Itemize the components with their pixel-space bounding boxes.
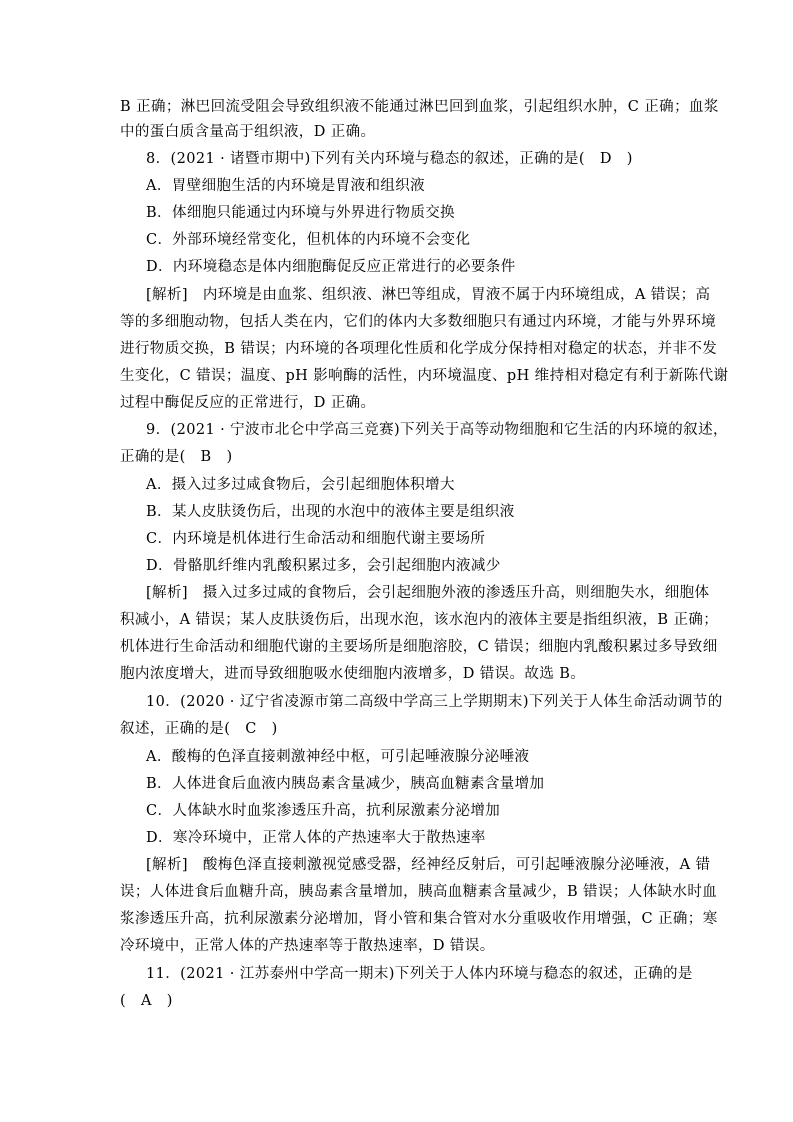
question-9-option-a: A．摄入过多过咸食物后，会引起细胞体积增大 (146, 477, 455, 493)
text-line: B 正确；淋巴回流受阻会导致组织液不能通过淋巴回到血浆，引起组织水肿，C 正确；血浆 (120, 99, 719, 115)
question-9-stem: 9．(2021 · 宁波市北仑中学高三竞赛)下列关于高等动物细胞和它生活的内环境的叙述， (146, 422, 728, 438)
text-line: 进行物质交换，B 错误；内环境的各项理化性质和化学成分保持相对稳定的状态，并非不发 (120, 341, 718, 357)
question-9-option-c: C．内环境是机体进行生命活动和细胞代谢主要场所 (146, 531, 486, 547)
text-line: 机体进行生命活动和细胞代谢的主要场所是细胞溶胶，C 错误；细胞内乳酸积累过多导致细 (120, 639, 718, 655)
text-line: 等的多细胞动物，包括人类在内，它们的体内大多数细胞只有通过内环境，才能与外界环境 (120, 314, 716, 330)
text-line: 叙述，正确的是( C ) (120, 721, 278, 737)
text-line: 胞内浓度增大，进而导致细胞吸水使细胞内液增多，D 错误。故选 B。 (120, 666, 586, 682)
question-10-option-b: B．人体进食后血液内胰岛素含量减少，胰高血糖素含量增加 (146, 776, 545, 792)
question-9-option-d: D．骨骼肌纤维内乳酸积累过多，会引起细胞内液减少 (146, 558, 501, 574)
question-11-stem: 11．(2021 · 江苏泰州中学高一期末)下列关于人体内环境与稳态的叙述，正确的是 (146, 966, 693, 982)
text-line: 中的蛋白质含量高于组织液，D 正确。 (120, 124, 376, 140)
text-line: 生变化，C 错误；温度、pH 影响酶的活性，内环境温度、pH 维持相对稳定有利于新陈代谢 (120, 368, 729, 384)
question-9-option-b: B．某人皮肤烫伤后，出现的水泡中的液体主要是组织液 (146, 504, 515, 520)
text-line: 积减小，A 错误；某人皮肤烫伤后，出现水泡，该水泡内的液体主要是指组织液，B 正确； (120, 612, 719, 628)
text-line: ( A ) (120, 993, 173, 1009)
question-10-stem: 10．(2020 · 辽宁省凌源市第二高级中学高三上学期期末)下列关于人体生命活动调节的 (146, 694, 723, 710)
question-8-stem: 8．(2021 · 诸暨市期中)下列有关内环境与稳态的叙述，正确的是( D ) (146, 151, 633, 167)
question-10-option-d: D．寒冷环境中，正常人体的产热速率大于散热速率 (146, 830, 486, 846)
question-8-option-b: B．体细胞只能通过内环境与外界进行物质交换 (146, 205, 456, 221)
question-8-analysis: [解析] 内环境是由血浆、组织液、淋巴等组成，胃液不属于内环境组成，A 错误；高 (146, 287, 711, 303)
question-10-option-c: C．人体缺水时血浆渗透压升高，抗利尿激素分泌增加 (146, 803, 501, 819)
question-8-option-c: C．外部环境经常变化，但机体的内环境不会变化 (146, 232, 471, 248)
question-10-option-a: A．酸梅的色泽直接刺激神经中枢，可引起唾液腺分泌唾液 (146, 749, 530, 765)
text-line: 冷环境中，正常人体的产热速率等于散热速率，D 错误。 (120, 938, 495, 954)
question-8-option-d: D．内环境稳态是体内细胞酶促反应正常进行的必要条件 (146, 259, 516, 275)
text-line: 过程中酶促反应的正常进行，D 正确。 (120, 395, 376, 411)
question-9-analysis: [解析] 摄入过多过咸的食物后，会引起细胞外液的渗透压升高，则细胞失水，细胞体 (146, 585, 710, 601)
text-line: 浆渗透压升高，抗利尿激素分泌增加，肾小管和集合管对水分重吸收作用增强，C 正确；寒 (120, 911, 718, 927)
question-10-analysis: [解析] 酸梅色泽直接刺激视觉感受器，经神经反射后，可引起唾液腺分泌唾液，A 错 (146, 857, 711, 873)
question-8-option-a: A．胃壁细胞生活的内环境是胃液和组织液 (146, 178, 426, 194)
text-line: 正确的是( B ) (120, 449, 233, 465)
text-line: 误；人体进食后血糖升高，胰岛素含量增加，胰高血糖素含量减少，B 错误；人体缺水时血 (120, 884, 718, 900)
